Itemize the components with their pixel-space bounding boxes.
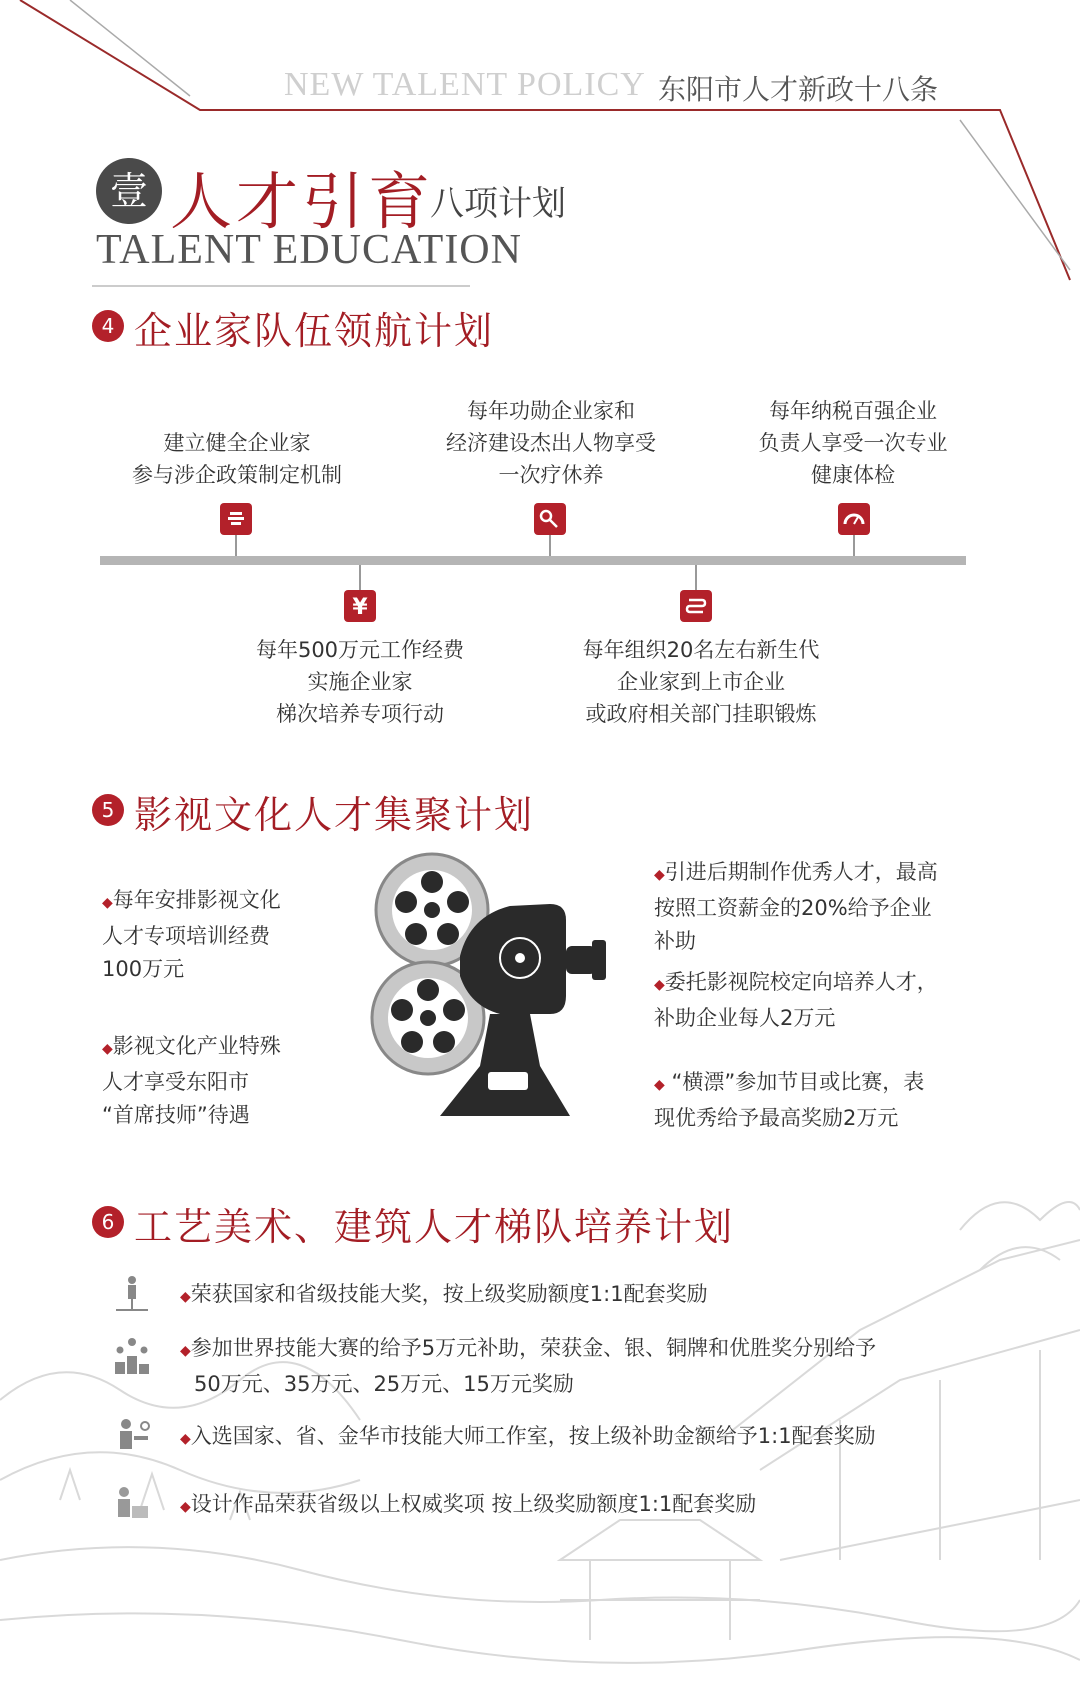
svg-text:¥: ¥	[352, 595, 368, 620]
bullet-icon: ◆	[180, 1289, 191, 1305]
podium-icon	[112, 1336, 152, 1376]
yen-icon	[344, 590, 376, 622]
section6-title: 工艺美术、建筑人才梯队培养计划	[134, 1205, 735, 1249]
section5-left-item-1: ◆每年安排影视文化 人才专项培训经费 100万元	[102, 888, 281, 981]
bullet-icon: ◆	[180, 1499, 191, 1515]
timeline-stem	[853, 535, 855, 556]
gauge-icon	[838, 503, 870, 535]
timeline-stem	[359, 565, 361, 590]
bullet-icon: ◆	[102, 1041, 113, 1057]
chapter-badge: 壹	[96, 158, 162, 224]
section6-item-4: ◆设计作品荣获省级以上权威奖项 按上级奖励额度1:1配套奖励	[180, 1492, 757, 1516]
key-icon	[534, 503, 566, 535]
film-projector-icon	[370, 846, 610, 1126]
timeline-bar	[100, 556, 966, 565]
trophy-person-icon	[112, 1274, 152, 1314]
section6-item-1: ◆荣获国家和省级技能大奖，按上级奖励额度1:1配套奖励	[180, 1282, 708, 1306]
bullet-icon: ◆	[654, 867, 665, 883]
page-title: 人才引育	[170, 165, 435, 238]
section5-left-item-2: ◆影视文化产业特殊 人才享受东阳市 “首席技师”待遇	[102, 1034, 281, 1127]
timeline-item-3: 每年纳税百强企业 负责人享受一次专业 健康体检	[758, 399, 948, 487]
bullet-icon: ◆	[102, 895, 113, 911]
timeline-stem	[695, 565, 697, 590]
section5-title: 影视文化人才集聚计划	[134, 793, 535, 837]
section5-number: 5	[92, 794, 124, 826]
section6-item-3: ◆入选国家、省、金华市技能大师工作室，按上级补助金额给予1:1配套奖励	[180, 1424, 876, 1448]
section5-right-item-3: ◆ “横漂”参加节目或比赛，表 现优秀给予最高奖励2万元	[654, 1070, 925, 1130]
bullet-icon: ◆	[180, 1431, 191, 1447]
designer-icon	[112, 1484, 152, 1524]
section6-item-2: ◆参加世界技能大赛的给予5万元补助，荣获金、银、铜牌和优胜奖分别给予 50万元、35万元、25万元、15万元奖励	[180, 1336, 877, 1396]
bullet-icon: ◆	[654, 1077, 665, 1093]
section6-number: 6	[92, 1206, 124, 1238]
page-title-english: TALENT EDUCATION	[96, 227, 522, 273]
timeline-stem	[235, 535, 237, 556]
bullet-icon: ◆	[180, 1343, 191, 1359]
page-subtitle: 八项计划	[430, 184, 566, 224]
route-icon	[680, 590, 712, 622]
timeline-stem	[549, 535, 551, 556]
timeline-item-5: 每年组织20名左右新生代 企业家到上市企业 或政府相关部门挂职锻炼	[582, 638, 820, 726]
timeline-item-1: 建立健全企业家 参与涉企政策制定机制	[132, 431, 342, 487]
section5-right-item-1: ◆引进后期制作优秀人才，最高 按照工资薪金的20%给予企业 补助	[654, 860, 938, 953]
header-chinese-title: 东阳市人才新政十八条	[658, 73, 939, 106]
section4-title: 企业家队伍领航计划	[134, 309, 495, 353]
bullet-icon: ◆	[654, 977, 665, 993]
worker-icon	[112, 1416, 152, 1456]
section4-number: 4	[92, 310, 124, 342]
header-english-title: NEW TALENT POLICY	[284, 66, 646, 103]
section5-right-item-2: ◆委托影视院校定向培养人才， 补助企业每人2万元	[654, 970, 938, 1030]
timeline-item-4: 每年500万元工作经费 实施企业家 梯次培养专项行动	[255, 638, 465, 726]
building-icon	[220, 503, 252, 535]
timeline-item-2: 每年功勋企业家和 经济建设杰出人物享受 一次疗休养	[446, 399, 656, 487]
